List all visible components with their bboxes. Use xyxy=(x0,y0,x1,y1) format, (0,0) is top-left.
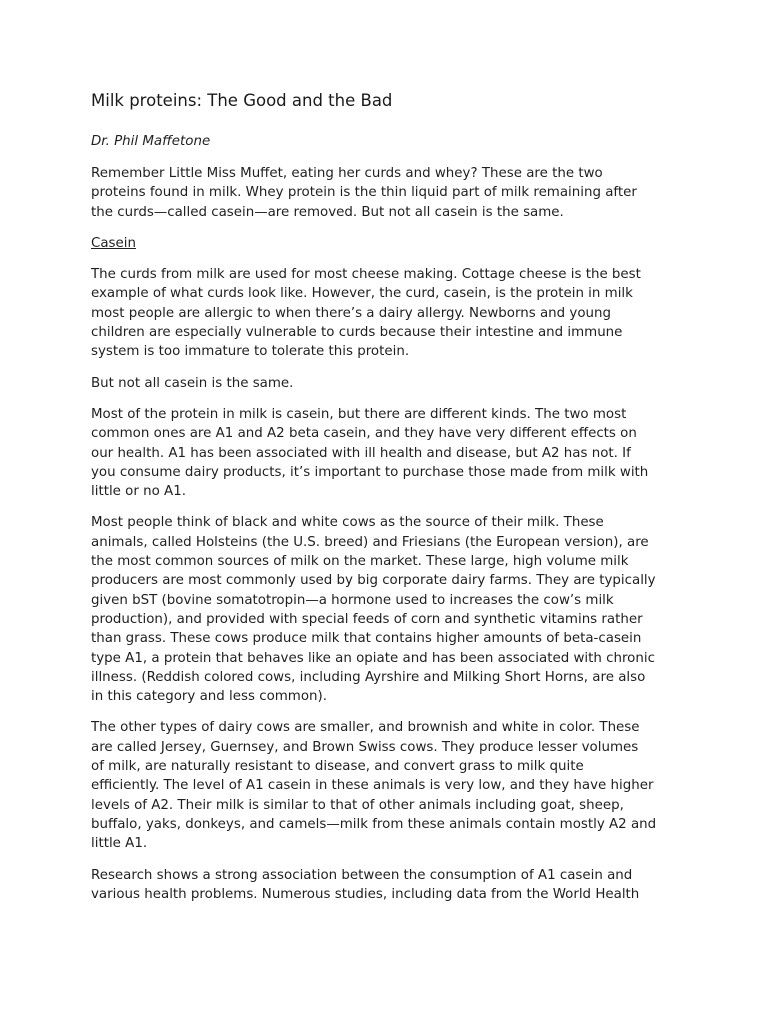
paragraph-a1-a2 xyxy=(91,405,691,501)
text-line: common ones are A1 and A2 beta casein, and they have very different effects on xyxy=(91,426,637,442)
text-line: most people are allergic to when there’s a dairy allergy. Newborns and young xyxy=(91,305,611,321)
text-line: production), and provided with special feeds of corn and synthetic vitamins rather xyxy=(91,611,643,627)
text-line: our health. A1 has been associated with ill health and disease, but A2 has not. If xyxy=(91,445,631,461)
text-line: the most common sources of milk on the market. These large, high volume milk xyxy=(91,554,629,570)
text-line: illness. (Reddish colored cows, including Ayrshire and Milking Short Horns, are also xyxy=(91,669,646,685)
text-line: in this category and less common). xyxy=(91,689,328,705)
text-line: Most people think of black and white cows as the source of their milk. These xyxy=(91,515,604,531)
paragraph-jersey-guernsey xyxy=(91,718,691,853)
text-line: The other types of dairy cows are smaller, and brownish and white in color. These xyxy=(91,720,640,736)
author-byline: Dr. Phil Maffetone xyxy=(91,134,211,149)
text-line: than grass. These cows produce milk that contains higher amounts of beta-casein xyxy=(91,631,642,647)
text-line: you consume dairy products, it’s important to purchase those made from milk with xyxy=(91,464,649,480)
text-line: buffalo, yaks, donkeys, and camels—milk from these animals contain mostly A2 and xyxy=(91,816,657,832)
document-title: Milk proteins: The Good and the Bad xyxy=(91,91,393,110)
text-line: Remember Little Miss Muffet, eating her curds and whey? These are the two xyxy=(91,166,603,181)
text-line: system is too immature to tolerate this protein. xyxy=(91,344,410,360)
text-line: example of what curds look like. However, the curd, casein, is the protein in milk xyxy=(91,286,633,302)
paragraph-research xyxy=(91,866,691,905)
text-line: animals, called Holsteins (the U.S. breed) and Friesians (the European version), are xyxy=(91,534,649,550)
text-line: little or no A1. xyxy=(91,484,186,500)
text-line: The curds from milk are used for most cheese making. Cottage cheese is the best xyxy=(91,267,641,283)
text-line: efficiently. The level of A1 casein in these animals is very low, and they have higher xyxy=(91,778,654,794)
text-line: little A1. xyxy=(91,836,148,852)
text-line: various health problems. Numerous studies, including data from the World Health xyxy=(91,886,640,902)
text-line: given bST (bovine somatotropin—a hormone used to increases the cow’s milk xyxy=(91,592,614,608)
text-line: are called Jersey, Guernsey, and Brown Swiss cows. They produce lesser volumes xyxy=(91,739,639,755)
paragraph-not-all-casein xyxy=(91,374,691,393)
text-line: of milk, are naturally resistant to disease, and convert grass to milk quite xyxy=(91,759,584,775)
text-line: Most of the protein in milk is casein, but there are different kinds. The two most xyxy=(91,406,627,422)
text-line: Research shows a strong association between the consumption of A1 casein and xyxy=(91,867,633,883)
paragraph-holsteins xyxy=(91,513,691,706)
section-heading-casein: Casein xyxy=(91,235,136,251)
text-line: levels of A2. Their milk is similar to that of other animals including goat, sheep, xyxy=(91,797,624,813)
text-line: But not all casein is the same. xyxy=(91,375,294,391)
text-line: children are especially vulnerable to curds because their intestine and immune xyxy=(91,325,623,341)
text-line: proteins found in milk. Whey protein is the thin liquid part of milk remaining after xyxy=(91,185,637,201)
text-line: type A1, a protein that behaves like an opiate and has been associated with chronic xyxy=(91,650,655,666)
document-page xyxy=(91,90,691,916)
text-line: the curds—called casein—are removed. But not all casein is the same. xyxy=(91,204,564,220)
intro-paragraph xyxy=(91,164,691,222)
paragraph-curds xyxy=(91,265,691,361)
text-line: producers are most commonly used by big corporate dairy farms. They are typically xyxy=(91,573,656,589)
